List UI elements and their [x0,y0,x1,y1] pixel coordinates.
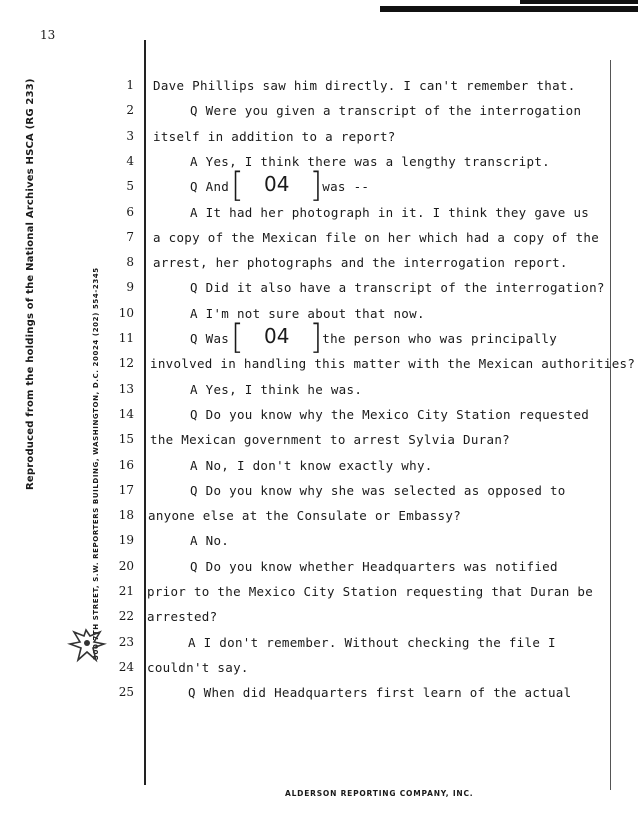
line-number: 20 [118,558,134,573]
redaction-box: [ 04 ] [231,165,323,206]
line-number: 24 [118,659,134,674]
transcript-line: A I don't remember. Without checking the file I [188,634,556,650]
transcript-line: A It had her photograph in it. I think they gave us [190,204,590,220]
line-number: 14 [118,406,134,421]
transcript-line: Q Did it also have a transcript of the interrogation? [190,280,605,296]
transcript-line: A Yes, I think there was a lengthy transcript. [190,153,550,169]
line-number: 16 [118,457,134,472]
archive-note: Reproduced from the holdings of the National Archives HSCA (RG 233) [25,78,36,490]
transcript-line: Dave Phillips saw him directly. I can't remember that. [153,78,576,93]
transcript-line: the Mexican government to arrest Sylvia Duran? [150,432,510,448]
line-number: 6 [126,204,134,219]
line-number: 25 [118,685,134,700]
transcript-line: A No, I don't know exactly why. [190,457,433,473]
page-number: 13 [40,28,56,42]
transcript-line: Q Were you given a transcript of the interrogation [190,103,582,119]
line-number: 10 [118,305,134,320]
footer-company: ALDERSON REPORTING COMPANY, INC. [285,789,474,798]
line-number: 8 [126,255,134,270]
transcript-line: anyone else at the Consulate or Embassy? [148,508,462,524]
scan-edge-mark [380,6,638,12]
line-number: 12 [118,356,134,371]
reporter-address: 300 7TH STREET, S.W. REPORTERS BUILDING, WASHINGTON, D.C. 20024 (202) 554-2345 [92,267,100,660]
transcript-line: Q When did Headquarters first learn of the actual [188,685,572,701]
transcript-line: A No. [190,533,230,549]
transcript-line: involved in handling this matter with the Mexican authorities? [150,356,636,372]
line-number: 7 [126,229,134,244]
transcript-line-continuation: was -- [322,179,370,195]
line-number: 3 [126,128,134,143]
transcript-line: arrest, her photographs and the interrogation report. [153,255,568,271]
redaction-code: 04 [263,323,290,348]
transcript-line: prior to the Mexico City Station requesting that Duran be [147,584,594,599]
line-number: 2 [126,103,134,118]
transcript-line: Q Do you know whether Headquarters was notified [190,558,558,574]
line-number: 11 [118,331,134,345]
transcript-line: a copy of the Mexican file on her which had a copy of the [153,229,600,245]
redaction-box: [ 04 ] [231,317,323,357]
transcript-line: Q And [190,179,230,195]
transcript-line-continuation: the person who was principally [322,331,558,346]
transcript-line: itself in addition to a report? [153,128,396,144]
line-number: 9 [126,280,134,295]
transcript-line: couldn't say. [147,659,249,675]
line-number: 15 [118,432,134,447]
left-margin-rule [144,40,146,785]
line-number: 1 [126,78,134,92]
line-number: 13 [118,381,134,396]
transcript-line: Q Was [190,331,230,346]
line-number: 23 [118,634,134,649]
redaction-code: 04 [263,171,290,196]
transcript-line: Q Do you know why she was selected as opposed to [190,482,566,498]
line-number: 22 [118,609,134,624]
right-margin-rule [610,60,611,790]
transcript-line: A I'm not sure about that now. [190,305,425,321]
line-number: 18 [118,508,134,523]
transcript-line: arrested? [147,609,218,625]
line-number: 5 [126,179,134,194]
line-number: 19 [118,533,134,548]
scan-edge-mark [520,0,638,4]
transcript-line: Q Do you know why the Mexico City Station requested [190,406,590,422]
line-number: 17 [118,482,134,497]
line-number: 4 [126,153,134,168]
transcript-line: A Yes, I think he was. [190,381,363,397]
line-number: 21 [118,584,134,598]
archive-eagle-stamp-icon [66,626,108,666]
